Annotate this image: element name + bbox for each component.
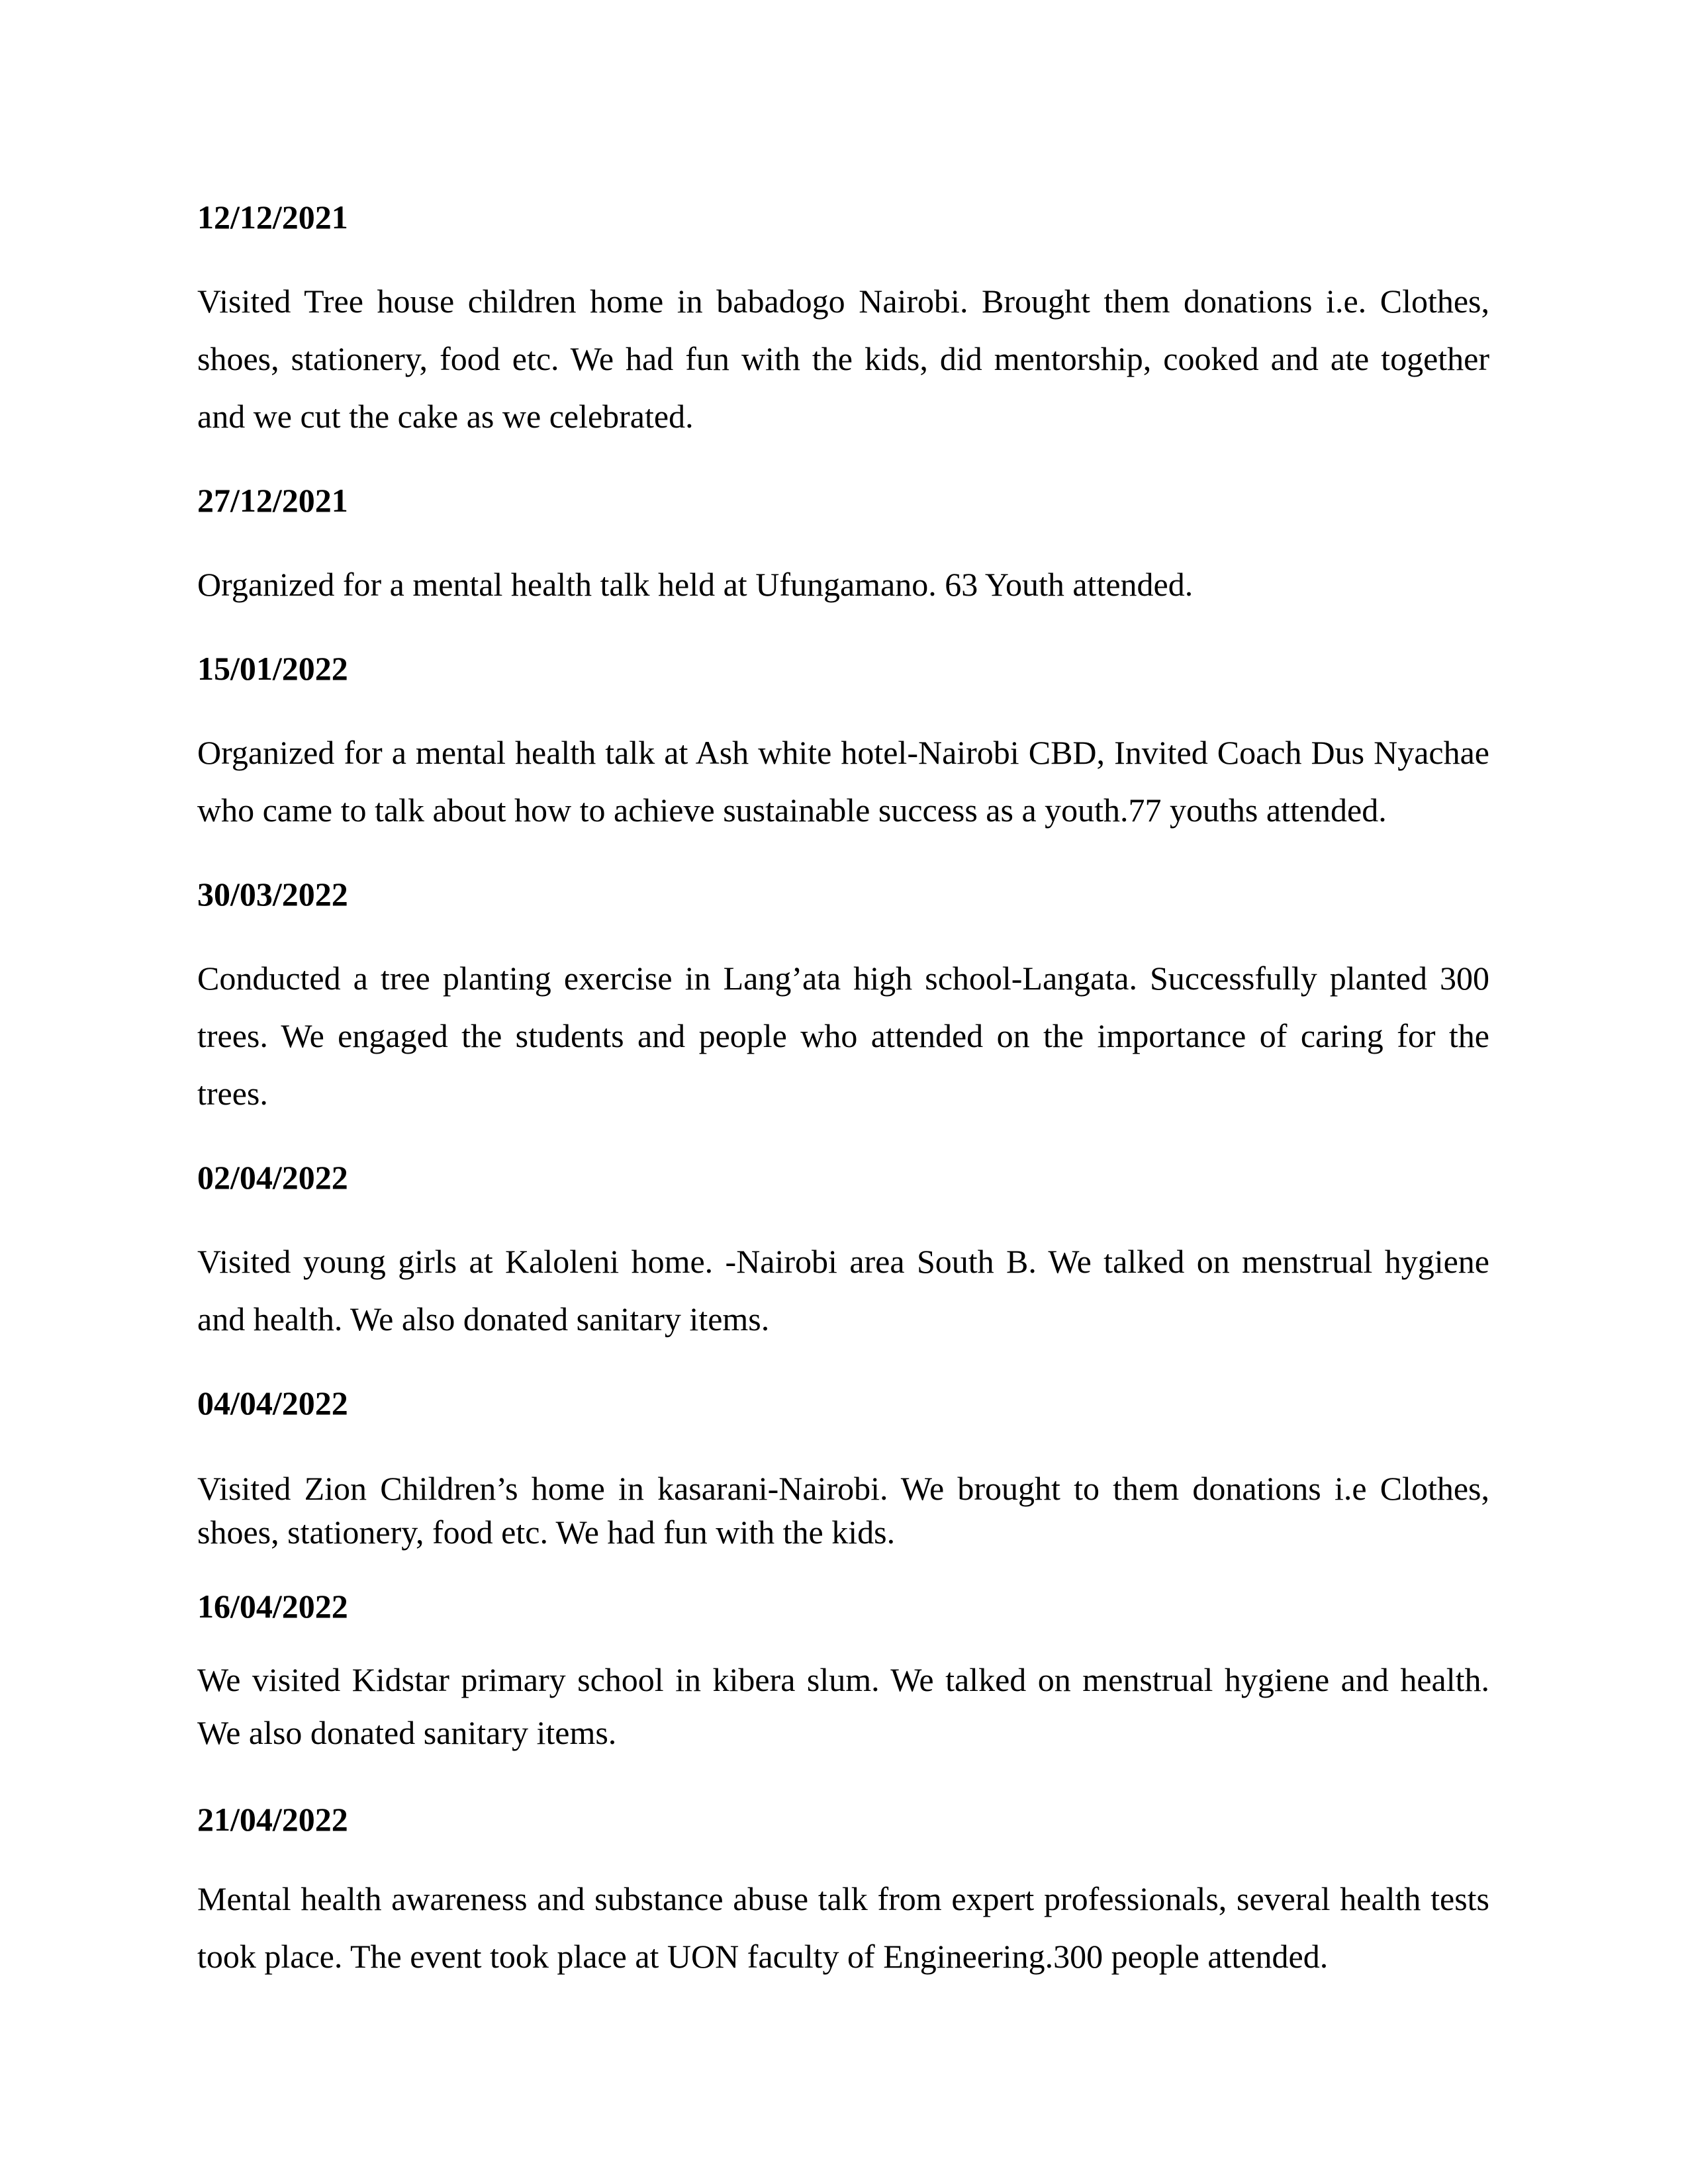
- entry-date: 30/03/2022: [197, 876, 348, 913]
- entry-text: Mental health awareness and substance abuse talk from expert professionals, several health tests took place. The event took place at UON faculty of Engineering.300 people attended.: [197, 1880, 1489, 1975]
- entry-date: 15/01/2022: [197, 650, 348, 687]
- entry-text: Visited young girls at Kaloleni home. -Nairobi area South B. We talked on menstrual hygiene and health. We also donated sanitary items.: [197, 1243, 1489, 1338]
- entry-text: We visited Kidstar primary school in kibera slum. We talked on menstrual hygiene and health. We also donated sanitary items.: [197, 1661, 1489, 1751]
- entry-text: Organized for a mental health talk at Ash white hotel-Nairobi CBD, Invited Coach Dus Nyachae who came to talk about how to achieve sustainable success as a youth.77 youths attended.: [197, 734, 1489, 829]
- entry-text: Visited Zion Children’s home in kasarani-Nairobi. We brought to them donations i.e Clothes, shoes, stationery, food etc. We had fun with the kids.: [197, 1470, 1489, 1551]
- entry-date: 04/04/2022: [197, 1385, 348, 1422]
- entry-text: Visited Tree house children home in babadogo Nairobi. Brought them donations i.e. Clothes, shoes, stationery, food etc. We had fun with the kids, did mentorship, cooked and ate together and we cut the cake as we celebrated.: [197, 283, 1489, 435]
- entry-text: Conducted a tree planting exercise in Lang’ata high school-Langata. Successfully planted 300 trees. We engaged the students and people who attended on the importance of caring for the trees.: [197, 960, 1489, 1112]
- entry-date: 16/04/2022: [197, 1588, 348, 1625]
- entry-date: 27/12/2021: [197, 482, 348, 519]
- entry-date: 12/12/2021: [197, 199, 348, 236]
- entry-date: 21/04/2022: [197, 1801, 348, 1838]
- entry-date: 02/04/2022: [197, 1159, 348, 1196]
- entry-text: Organized for a mental health talk held at Ufungamano. 63 Youth attended.: [197, 566, 1194, 603]
